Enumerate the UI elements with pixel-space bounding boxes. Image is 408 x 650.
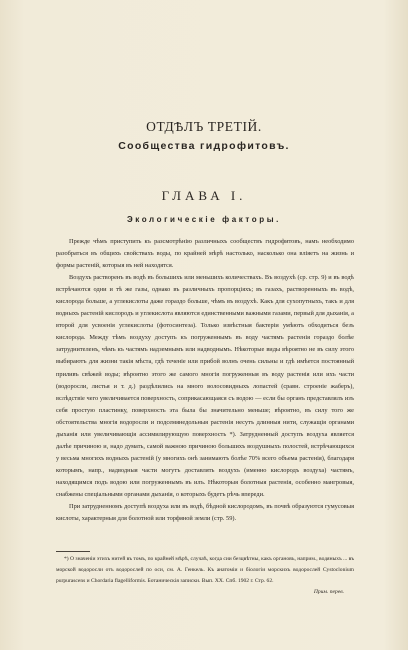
footnote <box>56 554 354 598</box>
section-title: Экологическіе факторы. <box>126 215 282 224</box>
paragraph: Прежде чѣмъ приступить къ разсмотрѣнію различныхъ сообществъ гидрофитовъ, намъ необходимо разобраться въ общихъ свойствахъ воды, по крайней мѣрѣ настолько, насколько она вліяетъ на жизнь и формы растеній, которыя въ ней находятся. <box>56 238 354 270</box>
paragraph: При затрудненномъ доступѣ воздуха или въ водѣ, бѣдной кислородомъ, въ почвѣ образуются гумусовыя кислоты, характерныя для болотной или торфяной земли (стр. 59). <box>56 503 354 523</box>
chapter-title: ГЛАВА I. <box>161 188 247 203</box>
footnote-divider <box>56 551 90 552</box>
footnote-text: *) О значеніи этихъ нитей въ томъ, по крайней мѣрѣ, случаѣ, когда сии безцвѣтны, какъ органовъ, наприм., водяныхъ ... въ морской водоросли отъ водорослей по оси, см. A. Генкель. Къ анатоміи и біологіи морскихъ водорослей Cystoclonium purpurascens и Chordaria flagelliformis. Ботаническія записки. Вып. XX. Спб. 1902 г. Стр. 62. <box>56 556 355 584</box>
paragraph: Воздухъ растворенъ въ водѣ въ большихъ или меньшихъ количествахъ. Въ воздухѣ (ср. стр. 9) и въ водѣ встрѣчаются одни и тѣ же газы, однако въ различныхъ пропорціяхъ; въ газахъ, растворенныхъ въ водѣ, кислорода больше, а углекислоты даже гораздо больше, чѣмъ въ воздухѣ. Какъ для сухопутныхъ, такъ и для водныхъ растеній кислородъ и углекислота являются единственными важными газами, первый для дыханія, а второй для усвоенія углекислоты (фотосинтеза). Только извѣстныя бактеріи умѣютъ обходиться безъ кислорода. Между тѣмъ воздуху доступъ къ погруженнымъ въ воду частямъ растенія гораздо болѣе затруднителенъ, чѣмъ къ частямъ надземнымъ или надводнымъ. Нѣкоторые виды вѣроятно не въ силу этого выбираютъ для жизни такія мѣста, гдѣ теченіе или прибой волнъ очень сильны и гдѣ имѣется постоянный приливъ свѣжей воды; вѣроятно этого же самого многія погруженныя въ воду растенія или ихъ части (водоросли, листья и т. д.) раздѣлились на много волосовидныхъ лопастей (сравн. строеніе жаберъ), вслѣдствіе чего увеличивается поверхность, соприкасающаяся съ водою — если бы органъ представлялъ изъ себя простую пластинку, поверхность эта была бы значительно меньше; вѣроятно, въ силу того же обстоятельства многія водоросли и подсемянедольныя растенія несутъ длинныя нити, служащія органами дыханія или увеличивающія ассимилирующую поверхность *). Затрудненный доступъ воздуха является далѣе причиною и, надо думать, самой важною причиною большихъ воздушныхъ полостей, встрѣчающихся у весьма многихъ водныхъ растеній (у многихъ онѣ занимаютъ болѣе 70% всего объема растенія), благодаря которымъ, напр., надводныя части могутъ доставлять воздухъ (именно кислородъ воздуха) частямъ, находящимся подъ водою или погруженнымъ въ илъ. Нѣкоторыя болотныя растенія, особенно мангровыя, снабжены спеціальными органами дыханія, о которыхъ будетъ рѣчь впереди. <box>56 274 354 498</box>
footnote-credit: Прим. перев. <box>313 588 344 595</box>
part-title: ОТДѢЛЪ ТРЕТІЙ. <box>146 119 262 134</box>
body-text <box>56 236 354 525</box>
part-subtitle: Сообщества гидрофитовъ. <box>118 140 290 152</box>
